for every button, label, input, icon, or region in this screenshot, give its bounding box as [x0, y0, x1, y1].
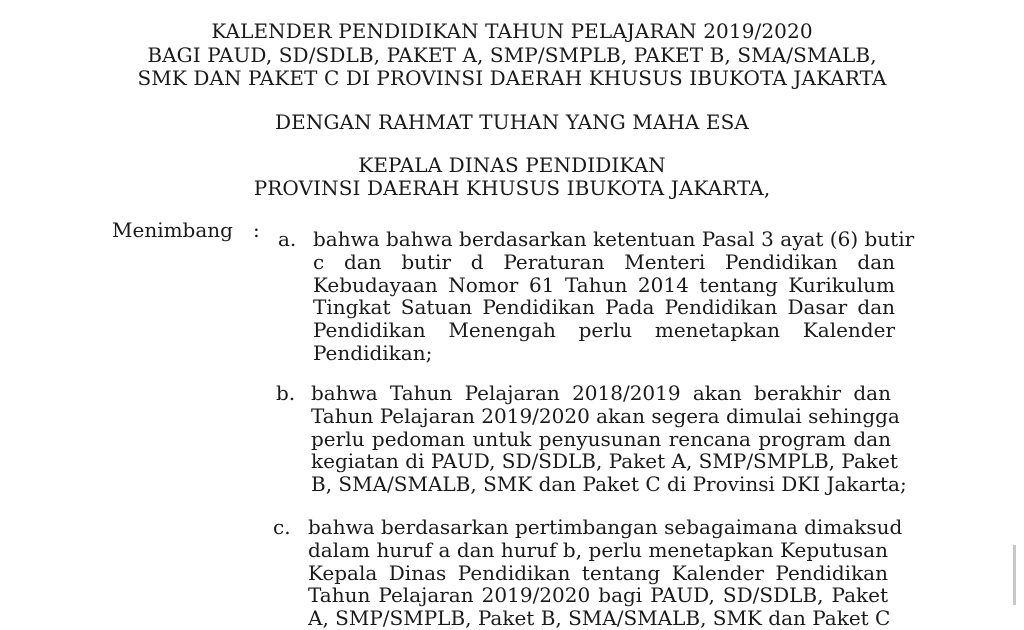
item-a-line: bahwa bahwa berdasarkan ketentuan Pasal 3 ayat (6) butir [313, 227, 915, 251]
authority-line-2: PROVINSI DAERAH KHUSUS IBUKOTA JAKARTA, [253, 176, 771, 200]
item-b-line: B, SMA/SMALB, SMK dan Paket C di Provinsi DKI Jakarta; [311, 472, 907, 497]
item-c-line: A, SMP/SMPLB, Paket B, SMA/SMALB, SMK dan Paket C [308, 606, 891, 630]
title-line-2: BAGI PAUD, SD/SDLB, PAKET A, SMP/SMPLB, PAKET B, SMA/SMALB, [147, 43, 877, 67]
title-line-1: KALENDER PENDIDIKAN TAHUN PELAJARAN 2019/2020 [211, 19, 813, 43]
item-c-line: Kepala Dinas Pendidikan tentang Kalender Pendidikan [308, 560, 888, 585]
item-c-line: Tahun Pelajaran 2019/2020 bagi PAUD, SD/SDLB, Paket [308, 583, 888, 608]
item-b-line: bahwa Tahun Pelajaran 2018/2019 akan berakhir dan [311, 381, 891, 405]
item-text-c [308, 515, 903, 630]
item-c-line: dalam huruf a dan huruf b, perlu menetapkan Keputusan [308, 537, 888, 562]
item-marker-b: b. [276, 381, 296, 405]
item-a-line: Pendidikan; [313, 340, 433, 365]
item-b-line: kegiatan di PAUD, SD/SDLB, Paket A, SMP/SMPLB, Paket [311, 449, 898, 474]
page-edge-mark [1013, 545, 1016, 605]
item-a-line: Kebudayaan Nomor 61 Tahun 2014 tentang Kurikulum [313, 272, 895, 297]
item-a-line: c dan butir d Peraturan Menteri Pendidikan dan [313, 249, 895, 274]
item-a-line: Tingkat Satuan Pendidikan Pada Pendidikan Dasar dan [313, 295, 895, 320]
considering-colon: : [253, 218, 260, 242]
item-c-line: bahwa berdasarkan pertimbangan sebagaimana dimaksud [308, 515, 903, 539]
title-line-3: SMK DAN PAKET C DI PROVINSI DAERAH KHUSUS IBUKOTA JAKARTA [137, 66, 887, 90]
invocation: DENGAN RAHMAT TUHAN YANG MAHA ESA [275, 110, 749, 134]
item-b-line: perlu pedoman untuk penyusunan rencana program dan [311, 426, 891, 451]
item-b-line: Tahun Pelajaran 2019/2020 akan segera dimulai sehingga [311, 403, 900, 428]
authority-line-1: KEPALA DINAS PENDIDIKAN [358, 153, 666, 177]
considering-label: Menimbang [112, 218, 233, 242]
item-marker-c: c. [273, 515, 291, 539]
item-text-a [313, 227, 915, 365]
item-text-b [311, 381, 907, 497]
item-marker-a: a. [278, 227, 297, 251]
item-a-line: Pendidikan Menengah perlu menetapkan Kalender [313, 318, 895, 343]
